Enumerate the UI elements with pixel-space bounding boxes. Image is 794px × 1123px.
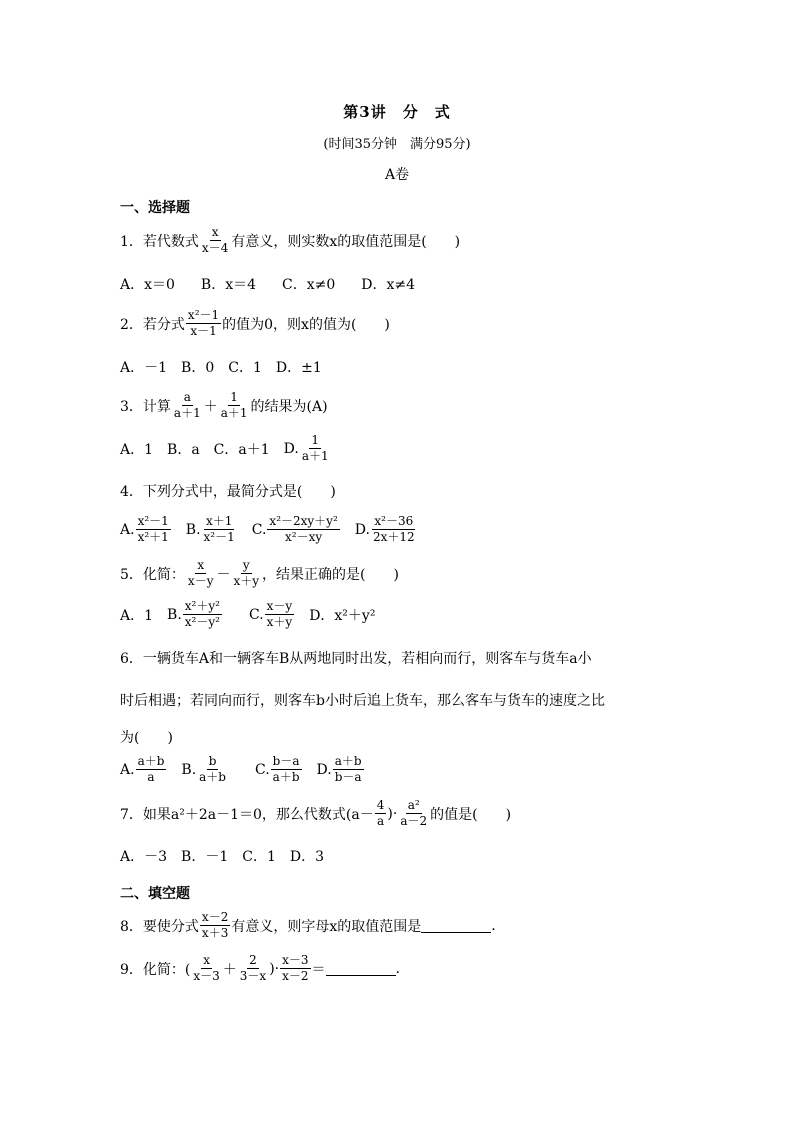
option-a: A．1 <box>120 607 154 624</box>
question-8: 8．要使分式 $\frac{x-2}{x+3}$ 有意义，则字母x的取值范围是 . <box>120 910 496 940</box>
page-title: 第3讲 分 式 <box>343 103 451 121</box>
option-c: C. <box>255 761 270 778</box>
fraction: $\frac{\text{x²－36}}{2x+12}$ <box>372 514 415 544</box>
option-b: B．x＝4 <box>200 277 257 293</box>
fraction: $\frac{b-a}{a+b}$ <box>272 754 300 784</box>
fraction: $\frac{x}{x-y}$ <box>187 558 214 588</box>
question-7-options <box>120 846 324 866</box>
fraction: $\frac{x-2}{x+3}$ <box>201 910 229 940</box>
option-b: B．a <box>167 441 200 458</box>
question-6-line-3: 为( ) <box>120 730 173 746</box>
fraction: $\frac{a+b}{b-a}$ <box>334 754 362 784</box>
question-4-options <box>120 514 418 545</box>
fraction: $\frac{y}{x+y}$ <box>233 558 260 588</box>
question-2: 2．若分式 $\frac{\text{x²－1}}{x-1}$ 的值为0，则x的值为( ) <box>120 308 390 338</box>
question-6-line-1: 6．一辆货车A和一辆客车B从两地同时出发，若相向而行，则客车与货车a小 <box>120 651 592 667</box>
fraction: $\frac{x-3}{x-2}$ <box>282 953 309 983</box>
option-a: A．1 <box>120 441 154 458</box>
option-b: B. <box>167 606 182 623</box>
fraction: $\frac{x}{x-3}$ <box>193 953 220 983</box>
fraction: $\frac{2}{3-x}$ <box>239 953 267 983</box>
question-5-options <box>120 599 375 630</box>
fraction: $\frac{x+1}{\text{x²－1}}$ <box>203 514 235 544</box>
fraction: $\frac{x}{x-4}$ <box>201 225 229 255</box>
option-d: D．±1 <box>275 360 322 376</box>
option-a: A．x＝0 <box>120 277 175 293</box>
answer-blank <box>326 961 396 976</box>
option-c: C．x≠0 <box>282 277 336 293</box>
fraction: $\frac{\text{x²－1}}{\text{x²＋1}}$ <box>137 514 169 544</box>
fraction: $\frac{a}{a+1}$ <box>173 390 201 420</box>
fraction: $\frac{\text{a²}}{a-2}$ <box>400 798 428 828</box>
option-c: C. <box>251 521 267 538</box>
question-6-line-2: 时后相遇；若同向而行，则客车b小时后追上货车，那么客车与货车的速度之比 <box>120 693 605 709</box>
option-b: B. <box>185 521 201 538</box>
question-7: 7．如果a²＋2a－1＝0，那么代数式(a－ $\frac{4}{a}$ )· $\frac{\text{a²}}{a-2}$ 的值是( ) <box>120 798 512 828</box>
question-2-options <box>120 357 322 377</box>
question-3: 3．计算 $\frac{a}{a+1}$ ＋ $\frac{1}{a+1}$ 的结果为(A) <box>120 390 328 420</box>
fraction: $\frac{1}{a+1}$ <box>301 433 329 463</box>
option-b: B．－1 <box>181 849 229 865</box>
question-4: 4．下列分式中，最简分式是( ) <box>120 484 336 500</box>
question-1: 1．若代数式 $\frac{x}{x-4}$ 有意义，则实数x的取值范围是( ) <box>120 225 461 255</box>
option-a: A. <box>120 761 135 778</box>
fraction: $\frac{a+b}{a}$ <box>137 754 165 784</box>
option-b: B. <box>181 761 197 778</box>
option-c: C．1 <box>242 849 276 865</box>
option-d: D. <box>316 761 332 778</box>
fraction: $\frac{4}{a}$ <box>376 798 385 828</box>
option-d: D．x≠4 <box>361 277 416 293</box>
option-c: C．a＋1 <box>213 441 270 458</box>
option-a: A．－3 <box>120 849 168 865</box>
option-d: D. <box>283 440 299 457</box>
section-fill-blank: 二、填空题 <box>120 886 190 902</box>
fraction: $\frac{1}{a+1}$ <box>220 390 248 420</box>
option-d: D．3 <box>289 849 324 865</box>
fraction: $\frac{\text{x²＋y²}}{\text{x²－y²}}$ <box>184 599 220 629</box>
fraction: $\frac{\text{x²－2xy＋y²}}{\text{x²－xy}}$ <box>269 514 338 544</box>
question-9: 9．化简：( $\frac{x}{x-3}$ ＋ $\frac{2}{3-x}$ )· $\frac{x-3}{x-2}$ ＝ . <box>120 953 400 983</box>
fraction: $\frac{b}{a+b}$ <box>199 754 226 784</box>
answer-blank <box>421 918 491 933</box>
page-subtitle: (时间35分钟 满分95分) <box>323 137 471 152</box>
question-5: 5．化简： $\frac{x}{x-y}$ － $\frac{y}{x+y}$ ，结果正确的是( ) <box>120 558 399 588</box>
section-choice: 一、选择题 <box>120 200 190 216</box>
fraction: $\frac{\text{x²－1}}{x-1}$ <box>187 308 220 338</box>
option-a: A. <box>120 521 135 538</box>
question-6-options <box>120 754 365 785</box>
option-a: A．－1 <box>120 360 168 376</box>
volume-label: A卷 <box>384 167 410 183</box>
option-b: B．0 <box>181 360 215 376</box>
question-3-options <box>120 433 332 464</box>
fraction: $\frac{x-y}{x+y}$ <box>266 599 293 629</box>
option-d: D. <box>354 521 370 538</box>
option-c: C. <box>248 606 264 623</box>
option-d: D．x²＋y² <box>309 607 376 624</box>
question-1-options <box>120 274 415 294</box>
option-c: C．1 <box>228 360 262 376</box>
